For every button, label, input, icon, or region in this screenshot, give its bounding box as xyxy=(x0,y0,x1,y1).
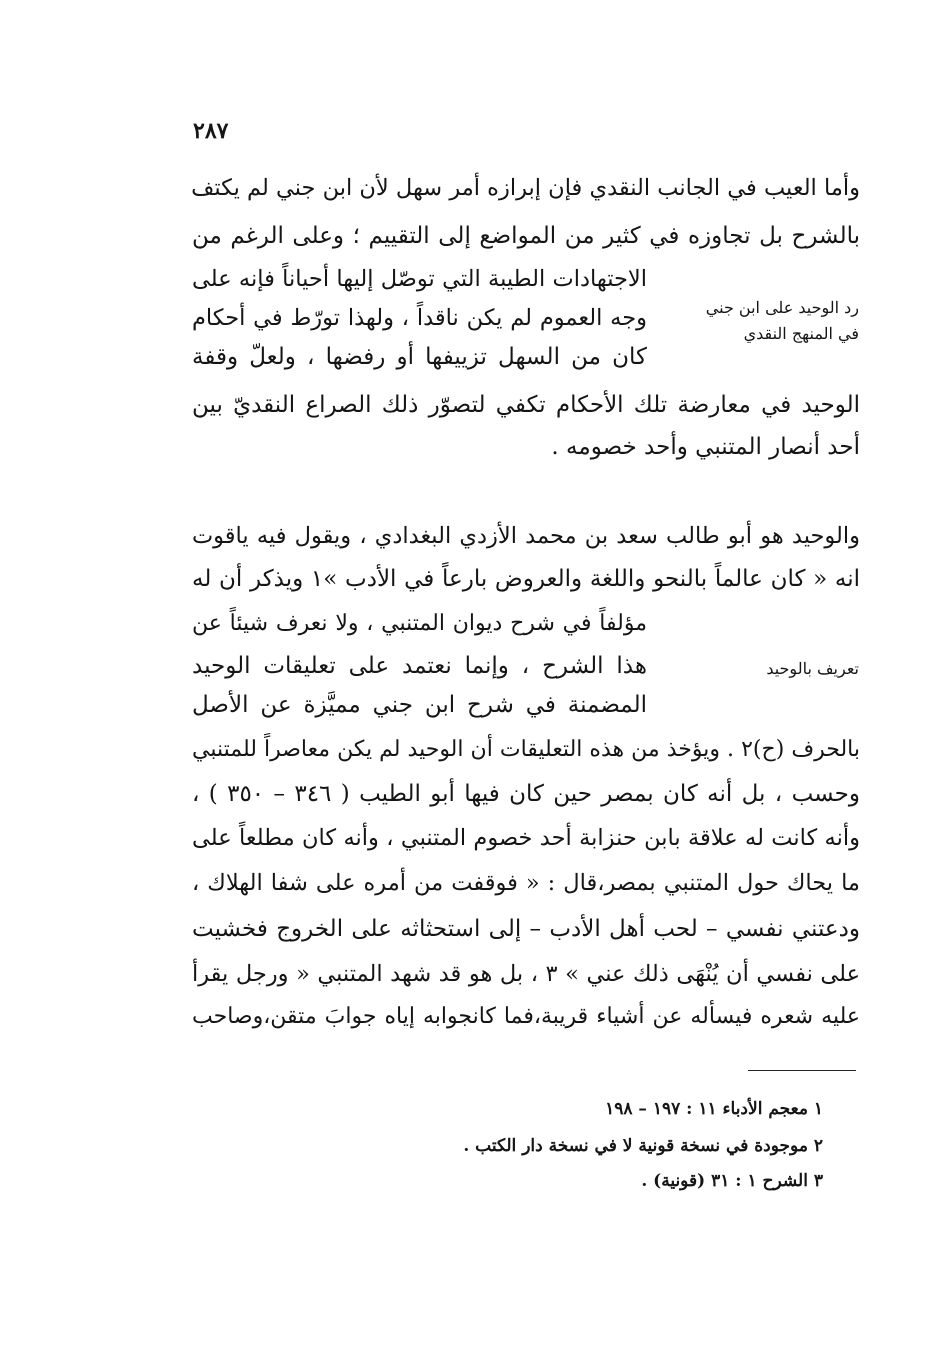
body-line: الاجتهادات الطيبة التي توصّل إليها أحياناً فإنه على xyxy=(192,266,647,292)
body-line: مؤلفاً في شرح ديوان المتنبي ، ولا نعرف شيئاً عن xyxy=(192,611,647,636)
body-line: والوحيد هو أبو طالب سعد بن محمد الأزدي البغدادي ، ويقول فيه ياقوت xyxy=(192,523,860,549)
body-line: ما يحاك حول المتنبي بمصر،قال : « فوقفت من أمره على شفا الهلاك ، xyxy=(192,870,860,896)
body-line: المضمنة في شرح ابن جني مميَّزة عن الأصل xyxy=(192,692,647,718)
body-line: كان من السهل تزييفها أو رفضها ، ولعلّ وقفة xyxy=(192,344,647,370)
footnote: ١ معجم الأدباء ١١ : ١٩٧ – ١٩٨ xyxy=(605,1099,823,1119)
body-line: على نفسي أن يُنْهَى ذلك عني » ٣ ، بل هو قد شهد المتنبي « ورجل يقرأ xyxy=(192,961,861,987)
body-line: عليه شعره فيسأله عن أشياء قريبة،فما كانجوابه إياه جوابَ متقن،وصاحب xyxy=(192,1004,860,1029)
footnote-rule xyxy=(748,1070,856,1071)
margin-note xyxy=(689,295,859,347)
body-line: بالشرح بل تجاوزه في كثير من المواضع إلى التقييم ؛ وعلى الرغم من xyxy=(192,223,860,249)
body-line: الوحيد في معارضة تلك الأحكام تكفي لتصوّر ذلك الصراع النقديّ بين xyxy=(192,392,860,418)
margin-note-line: تعريف بالوحيد xyxy=(766,659,859,678)
body-line: أحد أنصار المتنبي وأحد خصومه . xyxy=(551,434,860,460)
page-number: ٢٨٧ xyxy=(193,118,229,144)
footnote: ٢ موجودة في نسخة قونية لا في نسخة دار الكتب . xyxy=(463,1136,823,1156)
body-line: وجه العموم لم يكن ناقداً ، ولهذا تورّط في أحكام xyxy=(192,305,647,331)
body-line: انه « كان عالماً بالنحو واللغة والعروض بارعاً في الأدب »١ ويذكر أن له xyxy=(192,566,860,592)
body-line: وأما العيب في الجانب النقدي فإن إبرازه أمر سهل لأن ابن جني لم يكتف xyxy=(191,175,860,201)
body-line: وحسب ، بل أنه كان بمصر حين كان فيها أبو الطيب ( ٣٤٦ – ٣٥٠ ) ، xyxy=(192,781,860,807)
margin-note-line: رد الوحيد على ابن جني xyxy=(705,298,859,317)
margin-note xyxy=(689,656,859,682)
body-line: وأنه كانت له علاقة بابن حنزابة أحد خصوم المتنبي ، وأنه كان مطلعاً على xyxy=(192,825,860,851)
footnote: ٣ الشرح ١ : ٣١ (قونية) . xyxy=(641,1171,823,1191)
body-line: بالحرف (ح)٢ . ويؤخذ من هذه التعليقات أن الوحيد لم يكن معاصراً للمتنبي xyxy=(192,737,860,762)
body-line: ودعتني نفسي – لحب أهل الأدب – إلى استحثاثه على الخروج فخشيت xyxy=(192,916,860,942)
body-line: هذا الشرح ، وإنما نعتمد على تعليقات الوحيد xyxy=(192,653,647,679)
margin-note-line: في المنهج النقدي xyxy=(743,324,859,343)
